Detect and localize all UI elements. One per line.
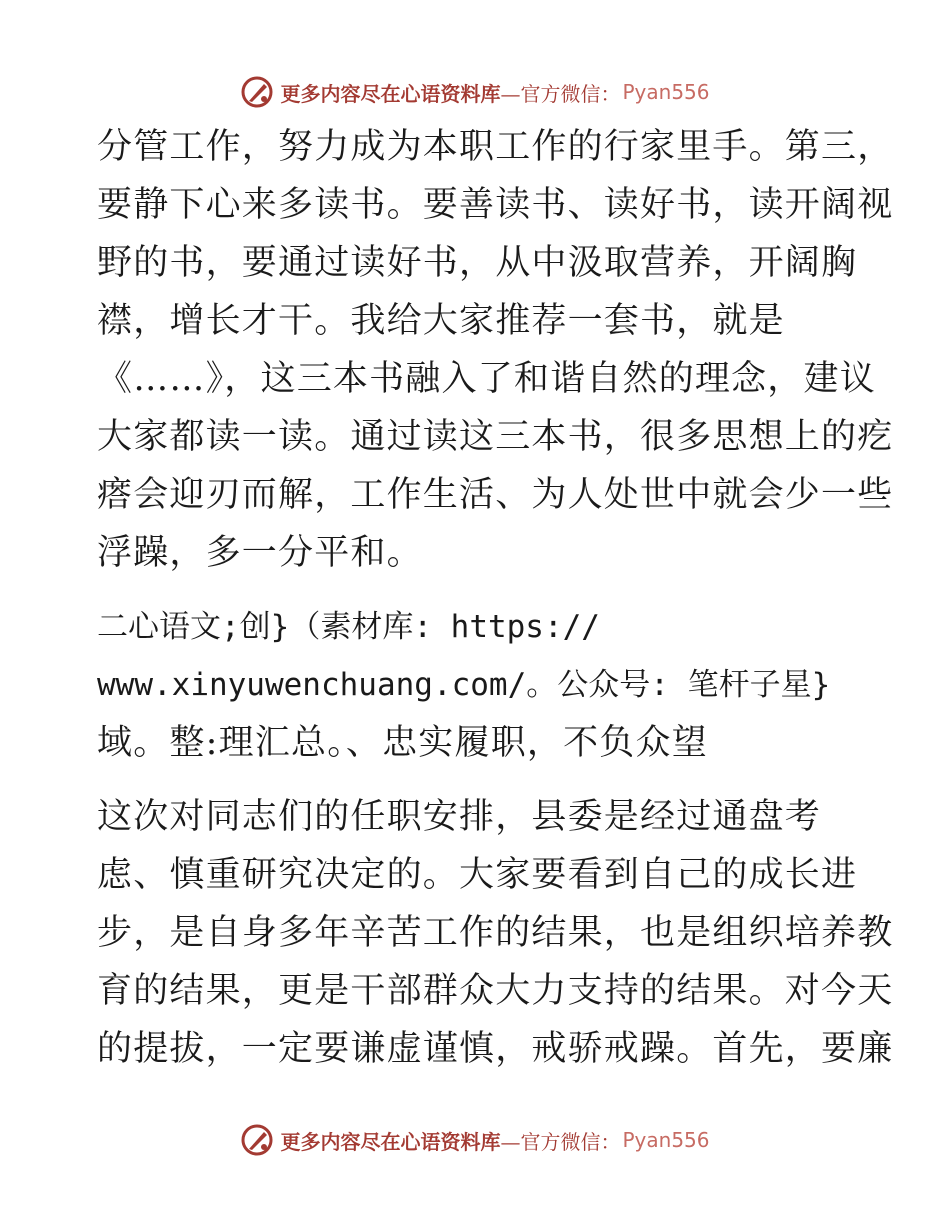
footer-wechat-id: Pyan556 [622,1128,710,1152]
text-line: 大家都读一读。通过读这三本书，很多思想上的疙 [97,417,894,457]
text-line: www.xinyuwenchuang.com/。公众号: 笔杆子星} [97,667,831,703]
text-line: 《……》，这三本书融入了和谐自然的理念，建议 [97,359,876,399]
quill-logo-icon [240,1123,274,1157]
footer-banner [0,1120,950,1160]
text-line: 瘩会迎刃而解，工作生活、为人处世中就会少一些 [97,475,894,515]
text-line: 野的书，要通过读好书，从中汲取营养，开阔胸 [97,243,858,283]
footer-library-text: 更多内容尽在心语资料库 [280,1129,501,1154]
text-line: 二心语文;创}（素材库: https:// [97,609,600,645]
text-line: 要静下心来多读书。要善读书、读好书，读开阔视 [97,185,894,225]
document-body [97,118,894,1078]
section-heading: 域。整:理汇总。、忠实履职，不负众望 [97,723,708,763]
text-line: 育的结果，更是干部群众大力支持的结果。对今天 [97,971,894,1011]
header-wechat-label: —官方微信： [500,81,621,106]
header-wechat-id: Pyan556 [622,80,710,104]
text-line: 分管工作，努力成为本职工作的行家里手。第三， [97,127,894,167]
text-line: 这次对同志们的任职安排，县委是经过通盘考 [97,797,822,837]
text-line: 的提拔，一定要谦虚谨慎，戒骄戒躁。首先，要廉 [97,1029,894,1069]
quill-logo-icon [240,75,274,109]
header-library-text: 更多内容尽在心语资料库 [280,81,501,106]
footer-wechat-label: —官方微信： [500,1129,621,1154]
text-line: 浮躁，多一分平和。 [97,533,423,573]
text-line: 襟，增长才干。我给大家推荐一套书，就是 [97,301,785,341]
text-line: 虑、慎重研究决定的。大家要看到自己的成长进 [97,855,858,895]
header-banner [0,72,950,112]
text-line: 步，是自身多年辛苦工作的结果，也是组织培养教 [97,913,894,953]
